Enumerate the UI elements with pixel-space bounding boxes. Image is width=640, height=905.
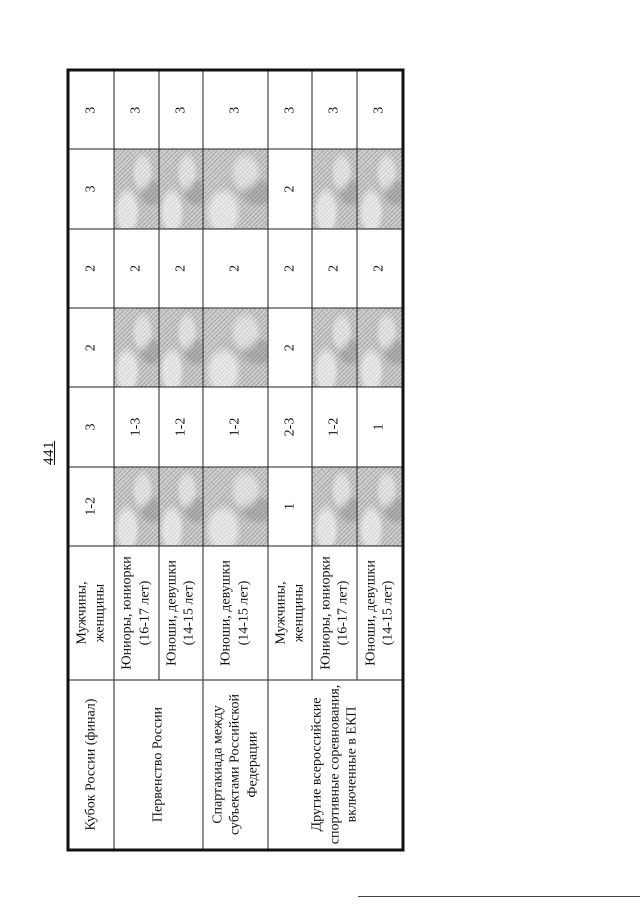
event-cell: Первенство России <box>113 680 202 850</box>
event-cell: Кубок России (финал) <box>68 680 114 850</box>
shaded-cell <box>357 149 403 228</box>
group-cell: Юниоры, юниорки (16-17 лет) <box>113 546 158 680</box>
shaded-cell <box>203 466 267 545</box>
value-cell: 2 <box>203 228 267 307</box>
table-row <box>203 70 267 850</box>
value-cell: 1 <box>267 466 312 545</box>
value-cell: 3 <box>68 387 114 466</box>
shaded-cell <box>113 308 158 387</box>
table-row <box>267 70 312 850</box>
group-cell: Юноши, девушки (14-15 лет) <box>158 546 203 680</box>
value-cell: 2 <box>312 228 357 307</box>
value-cell: 2 <box>357 228 403 307</box>
table-row <box>68 70 114 850</box>
value-cell: 3 <box>357 70 403 149</box>
value-cell: 2 <box>267 308 312 387</box>
event-cell: Спартакиада между субъектами Российской Федерации <box>203 680 267 850</box>
value-cell: 1-2 <box>203 387 267 466</box>
shaded-cell <box>312 308 357 387</box>
value-cell: 1-3 <box>113 387 158 466</box>
value-cell: 3 <box>158 70 203 149</box>
group-cell: Мужчины, женщины <box>68 546 114 680</box>
group-cell: Юноши, девушки (14-15 лет) <box>357 546 403 680</box>
value-cell: 2 <box>68 308 114 387</box>
shaded-cell <box>158 466 203 545</box>
shaded-cell <box>203 149 267 228</box>
shaded-cell <box>158 149 203 228</box>
shaded-cell <box>113 149 158 228</box>
table-body <box>68 70 403 850</box>
bottom-rule <box>358 896 640 897</box>
value-cell: 1-2 <box>312 387 357 466</box>
value-cell: 2 <box>68 228 114 307</box>
value-cell: 2-3 <box>267 387 312 466</box>
value-cell: 2 <box>113 228 158 307</box>
group-cell: Юниоры, юниорки (16-17 лет) <box>312 546 357 680</box>
table-frame <box>66 68 404 851</box>
table-row <box>113 70 158 850</box>
value-cell: 3 <box>203 70 267 149</box>
value-cell: 3 <box>312 70 357 149</box>
group-cell: Мужчины, женщины <box>267 546 312 680</box>
shaded-cell <box>158 308 203 387</box>
shaded-cell <box>203 308 267 387</box>
value-cell: 3 <box>267 70 312 149</box>
shaded-cell <box>113 466 158 545</box>
shaded-cell <box>312 466 357 545</box>
value-cell: 3 <box>113 70 158 149</box>
value-cell: 2 <box>267 149 312 228</box>
shaded-cell <box>357 308 403 387</box>
sports-table <box>66 68 404 851</box>
group-cell: Юноши, девушки (14-15 лет) <box>203 546 267 680</box>
value-cell: 1-2 <box>68 466 114 545</box>
shaded-cell <box>357 466 403 545</box>
page-number: 441 <box>41 441 57 465</box>
value-cell: 2 <box>158 228 203 307</box>
value-cell: 3 <box>68 70 114 149</box>
value-cell: 2 <box>267 228 312 307</box>
rotated-table-wrapper <box>66 68 404 851</box>
value-cell: 1-2 <box>158 387 203 466</box>
event-cell: Другие всероссийские спортивные соревнования, включенные в ЕКП <box>267 680 402 850</box>
shaded-cell <box>312 149 357 228</box>
value-cell: 1 <box>357 387 403 466</box>
value-cell: 3 <box>68 149 114 228</box>
